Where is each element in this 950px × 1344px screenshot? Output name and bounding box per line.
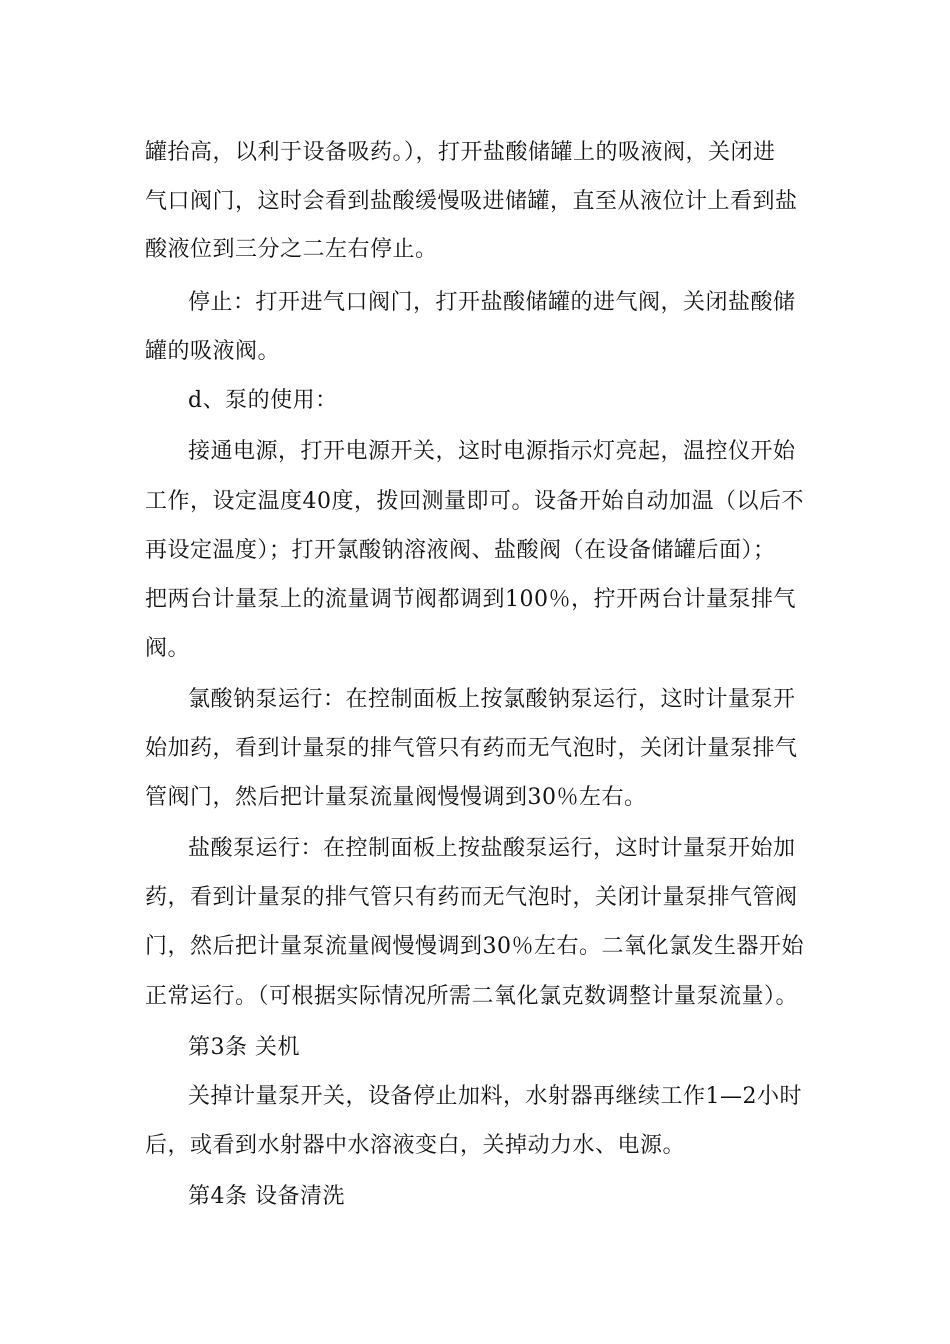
text-line: 后，或看到水射器中水溶液变白，关掉动力水、电源。 xyxy=(145,1133,686,1158)
text-line: 第3条 关机 xyxy=(188,1035,300,1060)
text-line: 罐的吸液阀。 xyxy=(145,339,281,364)
text-line: 关掉计量泵开关，设备停止加料，水射器再继续工作1—2小时 xyxy=(188,1084,802,1109)
text-line: d、泵的使用： xyxy=(188,388,338,413)
text-line: 酸液位到三分之二左右停止。 xyxy=(145,237,438,262)
text-line: 管阀门，然后把计量泵流量阀慢慢调到30％左右。 xyxy=(145,785,647,810)
text-line: 盐酸泵运行：在控制面板上按盐酸泵运行，这时计量泵开始加 xyxy=(188,836,796,861)
text-line: 罐抬高，以利于设备吸药。），打开盐酸储罐上的吸液阀，关闭进 xyxy=(145,140,776,165)
text-line: 阀。 xyxy=(145,636,191,661)
text-line: 始加药，看到计量泵的排气管只有药而无气泡时，关闭计量泵排气 xyxy=(145,736,798,761)
text-line: 氯酸钠泵运行：在控制面板上按氯酸钠泵运行，这时计量泵开 xyxy=(188,687,796,712)
text-line: 停止：打开进气口阀门，打开盐酸储罐的进气阀，关闭盐酸储 xyxy=(188,290,796,315)
text-line: 接通电源，打开电源开关，这时电源指示灯亮起，温控仪开始 xyxy=(188,439,796,464)
text-line: 正常运行。（可根据实际情况所需二氧化氯克数调整计量泵流量）。 xyxy=(145,984,799,1009)
text-line: 药，看到计量泵的排气管只有药而无气泡时，关闭计量泵排气管阀 xyxy=(145,885,798,910)
text-line: 工作，设定温度40度，拨回测量即可。设备开始自动加温（以后不 xyxy=(145,489,804,514)
text-line: 再设定温度）；打开氯酸钠溶液阀、盐酸阀（在设备储罐后面）； xyxy=(145,538,776,563)
text-line: 气口阀门，这时会看到盐酸缓慢吸进储罐，直至从液位计上看到盐 xyxy=(145,189,798,214)
text-line: 第4条 设备清洗 xyxy=(188,1184,345,1209)
text-line: 把两台计量泵上的流量调节阀都调到100％，拧开两台计量泵排气 xyxy=(145,587,796,612)
text-line: 门，然后把计量泵流量阀慢慢调到30％左右。二氧化氯发生器开始 xyxy=(145,934,804,959)
